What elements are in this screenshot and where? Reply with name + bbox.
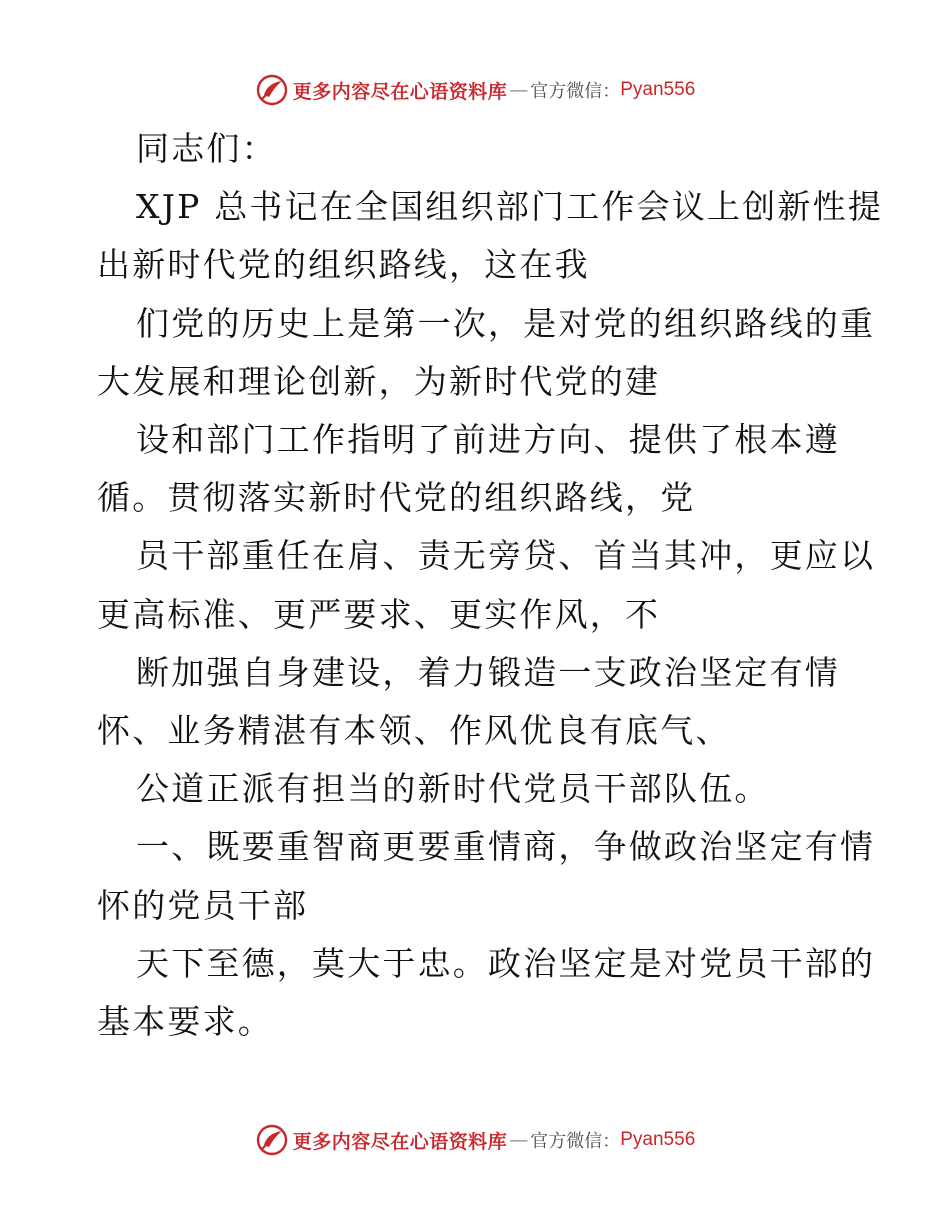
text-line: 循。贯彻落实新时代党的组织路线，党 <box>97 478 696 518</box>
section-heading-line: 怀的党员干部 <box>97 885 309 925</box>
header-dash: — <box>509 79 529 101</box>
text-line: 更高标准、更严要求、更实作风，不 <box>97 594 661 634</box>
section-heading-line: 一、既要重智商更要重情商，争做政治坚定有情 <box>136 827 876 867</box>
header-wechat-label: 官方微信： <box>530 81 621 102</box>
text-line: 同志们： <box>136 129 277 168</box>
header-banner <box>0 70 950 110</box>
text-line: 员干部重任在肩、责无旁贷、首当其冲，更应以 <box>136 536 876 576</box>
text-line: XJP 总书记在全国组织部门工作会议上创新性提 <box>136 187 884 227</box>
text-line: 们党的历史上是第一次，是对党的组织路线的重 <box>136 303 876 343</box>
document-body <box>97 120 884 1051</box>
brand-logo-icon <box>255 73 289 107</box>
footer-banner <box>0 1120 950 1160</box>
text-line: 设和部门工作指明了前进方向、提供了根本遵 <box>136 420 840 460</box>
text-line: 公道正派有担当的新时代党员干部队伍。 <box>136 769 770 809</box>
text-line: 出新时代党的组织路线，这在我 <box>97 245 590 285</box>
header-brand-text: 更多内容尽在心语资料库 <box>292 80 508 103</box>
footer-brand-text: 更多内容尽在心语资料库 <box>292 1130 508 1153</box>
footer-wechat-label: 官方微信： <box>530 1131 621 1152</box>
text-line: 怀、业务精湛有本领、作风优良有底气、 <box>97 711 731 751</box>
text-line: 天下至德，莫大于忠。政治坚定是对党员干部的 <box>136 943 876 983</box>
brand-logo-icon <box>255 1123 289 1157</box>
text-line: 断加强自身建设，着力锻造一支政治坚定有情 <box>136 652 840 692</box>
text-line: 大发展和理论创新，为新时代党的建 <box>97 361 661 401</box>
header-wechat-id: Pyan556 <box>620 79 696 100</box>
footer-wechat-id: Pyan556 <box>620 1129 696 1150</box>
footer-dash: — <box>509 1129 529 1151</box>
text-line: 基本要求。 <box>97 1002 273 1042</box>
